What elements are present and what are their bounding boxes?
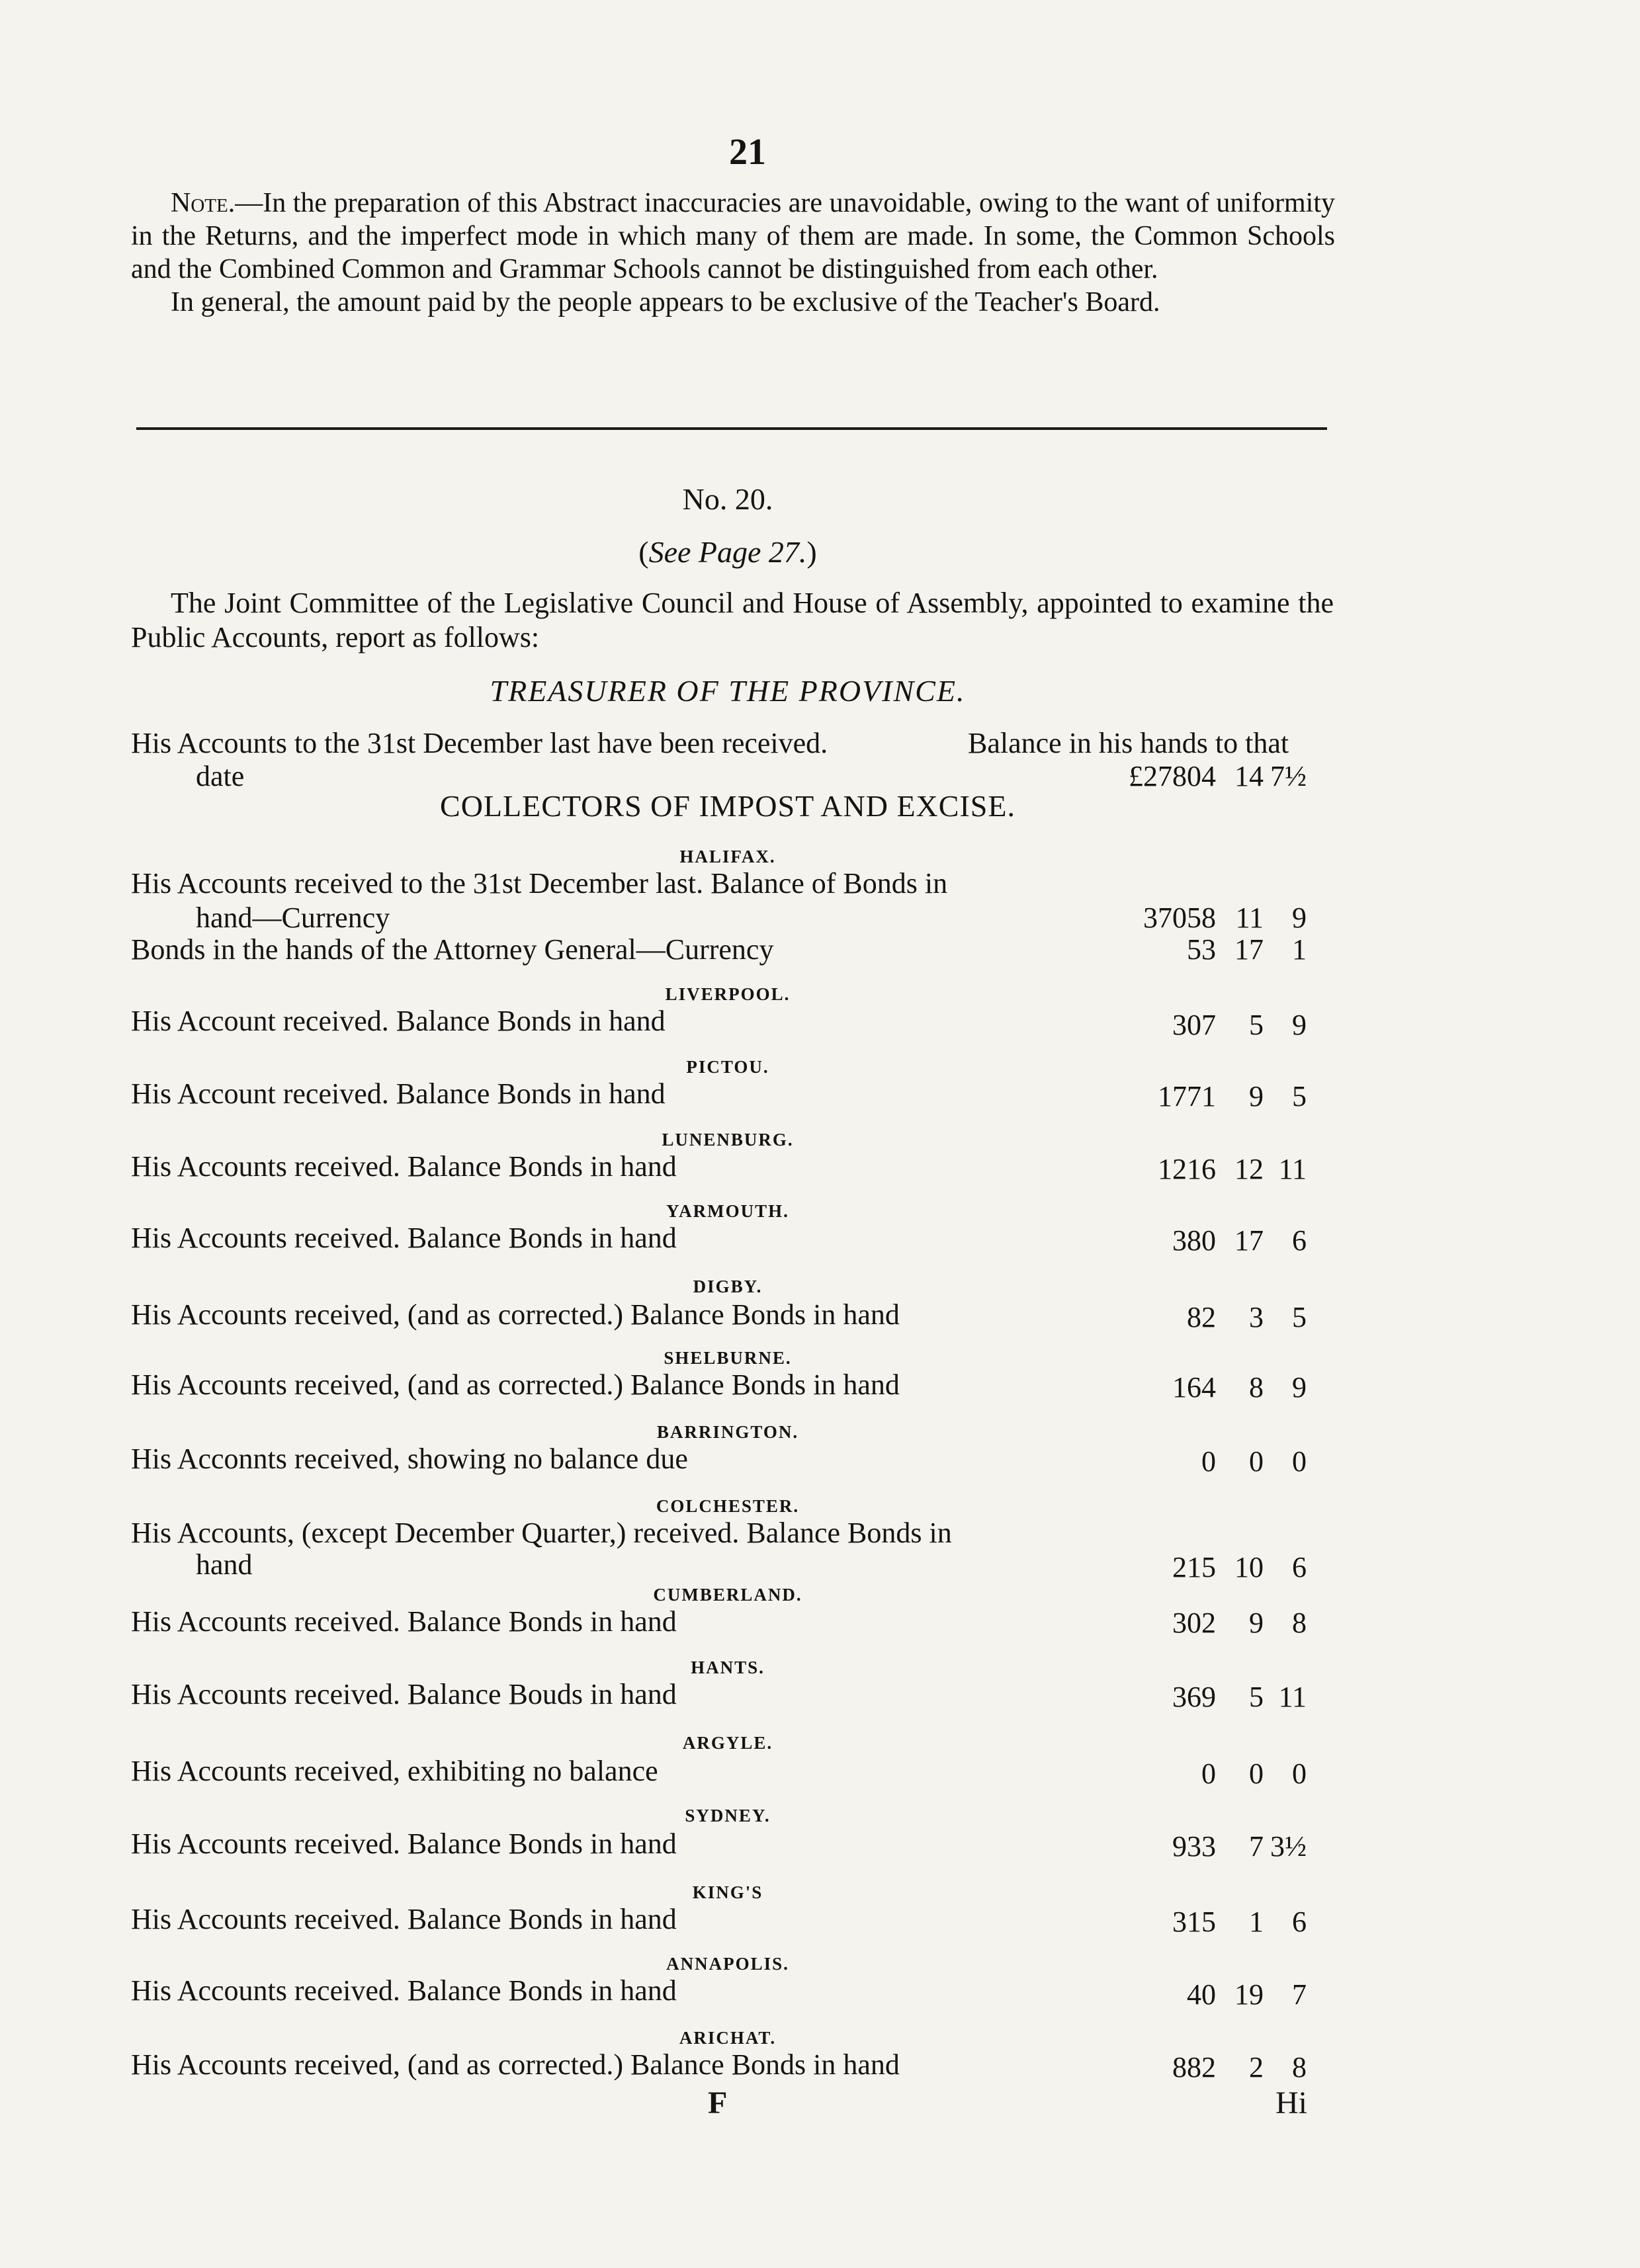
entry-1-line1: Bonds in the hands of the Attorney General—Currency (131, 933, 774, 966)
entry-5-place: YARMOUTH. (666, 1201, 789, 1221)
intro-text: The Joint Committee of the Legislative Council and House of Assembly, appointed to examine the Public Accounts, report as follows: (131, 587, 1334, 653)
page-number: 21 (729, 132, 766, 173)
treasurer-heading: TREASURER OF THE PROVINCE. (490, 674, 966, 708)
entry-8-place: BARRINGTON. (656, 1422, 799, 1442)
entry-4-place: LUNENBURG. (662, 1130, 794, 1150)
entry-14-shillings: 1 (1249, 1906, 1264, 1938)
entry-8-line1: His Acconnts received, showing no balance due (131, 1443, 688, 1475)
entry-10-shillings: 9 (1249, 1607, 1264, 1639)
entry-15-place: ANNAPOLIS. (666, 1954, 789, 1974)
entry-0-pence: 9 (1292, 902, 1307, 934)
entry-0-pounds: 37058 (1143, 902, 1216, 934)
note-text-2: In general, the amount paid by the people appears to be exclusive of the Teacher's Board. (171, 287, 1160, 317)
entry-3-shillings: 9 (1249, 1080, 1264, 1113)
entry-16-line1: His Accounts received, (and as corrected.) Balance Bonds in hand (131, 2048, 900, 2081)
treasurer-line-1b: Balance in his hands to that (968, 727, 1289, 759)
see-page-reference: (See Page 27.) (638, 535, 817, 569)
entry-14-line1: His Accounts received. Balance Bonds in hand (131, 1903, 677, 1935)
entry-5-pounds: 380 (1172, 1224, 1216, 1257)
entry-12-place: ARGYLE. (682, 1733, 773, 1753)
entry-13-pounds: 933 (1172, 1830, 1216, 1863)
collectors-heading: COLLECTORS OF IMPOST AND EXCISE. (440, 789, 1015, 823)
entry-10-line1: His Accounts received. Balance Bonds in hand (131, 1605, 677, 1638)
entry-6-place: DIGBY. (693, 1277, 763, 1296)
entry-6-shillings: 3 (1249, 1301, 1264, 1333)
entry-13-line1: His Accounts received. Balance Bonds in hand (131, 1827, 677, 1860)
entry-11-pounds: 369 (1172, 1681, 1216, 1713)
entry-5-shillings: 17 (1234, 1224, 1264, 1257)
entry-16-place: ARICHAT. (679, 2028, 777, 2048)
entry-12-pounds: 0 (1201, 1757, 1216, 1790)
treasurer-pounds: £27804 (1129, 760, 1216, 792)
entry-15-pence: 7 (1292, 1978, 1307, 2011)
entry-12-pence: 0 (1292, 1757, 1307, 1790)
entry-14-pence: 6 (1292, 1906, 1307, 1938)
entry-11-shillings: 5 (1249, 1681, 1264, 1713)
entry-4-pence: 11 (1278, 1153, 1307, 1185)
entry-9-line2: hand (196, 1548, 253, 1581)
entry-10-pence: 8 (1292, 1607, 1307, 1639)
entry-12-shillings: 0 (1249, 1757, 1264, 1790)
entry-1-shillings: 17 (1234, 933, 1264, 966)
entry-3-line1: His Account received. Balance Bonds in hand (131, 1077, 666, 1110)
entry-7-place: SHELBURNE. (664, 1348, 792, 1368)
entry-12-line1: His Accounts received, exhibiting no balance (131, 1755, 658, 1787)
entry-1-pence: 1 (1292, 933, 1307, 966)
note-block (131, 187, 1335, 319)
entry-5-line1: His Accounts received. Balance Bonds in hand (131, 1222, 677, 1254)
entry-2-place: LIVERPOOL. (665, 984, 791, 1004)
entry-16-shillings: 2 (1249, 2051, 1264, 2083)
entry-11-pence: 11 (1278, 1681, 1307, 1713)
entry-8-pence: 0 (1292, 1445, 1307, 1478)
entry-9-line1: His Accounts, (except December Quarter,) received. Balance Bonds in (131, 1517, 952, 1549)
entry-6-pence: 5 (1292, 1301, 1307, 1333)
entry-5-pence: 6 (1292, 1224, 1307, 1257)
entry-13-shillings: 7 (1249, 1830, 1264, 1863)
signature-mark: F (708, 2085, 728, 2121)
treasurer-pence: 7½ (1270, 760, 1307, 792)
see-page-text: See Page 27. (648, 535, 807, 569)
entry-15-line1: His Accounts received. Balance Bonds in hand (131, 1974, 677, 2007)
entry-7-pence: 9 (1292, 1371, 1307, 1404)
entry-14-place: KING'S (692, 1882, 763, 1902)
document-number: No. 20. (682, 482, 773, 516)
entry-3-place: PICTOU. (686, 1057, 769, 1077)
entry-1-pounds: 53 (1187, 933, 1216, 966)
entry-0-shillings: 11 (1235, 902, 1264, 934)
entry-4-line1: His Accounts received. Balance Bonds in hand (131, 1150, 677, 1183)
entry-7-shillings: 8 (1249, 1371, 1264, 1404)
entry-9-pounds: 215 (1172, 1551, 1216, 1583)
entry-4-shillings: 12 (1234, 1153, 1264, 1185)
entry-7-pounds: 164 (1172, 1371, 1216, 1404)
entry-10-place: CUMBERLAND. (653, 1585, 802, 1605)
entry-13-place: SYDNEY. (685, 1806, 771, 1826)
catchword: Hi (1275, 2085, 1307, 2121)
entry-8-pounds: 0 (1201, 1445, 1216, 1478)
entry-4-pounds: 1216 (1158, 1153, 1216, 1185)
note-text-1: —In the preparation of this Abstract inaccuracies are unavoidable, owing to the want of uniformity in the Returns, and the imperfect mode in which many of them are made. In some, the Common Schools and the Combined Common and Grammar Schools cannot be distinguished from each other. (131, 188, 1335, 284)
entry-8-shillings: 0 (1249, 1445, 1264, 1478)
entry-6-pounds: 82 (1187, 1301, 1216, 1333)
entry-0-place: HALIFAX. (679, 847, 776, 866)
entry-2-pence: 9 (1292, 1009, 1307, 1041)
treasurer-shillings: 14 (1234, 760, 1264, 792)
entry-0-line2: hand—Currency (196, 902, 390, 934)
entry-11-line1: His Accounts received. Balance Bouds in hand (131, 1678, 677, 1710)
treasurer-line-1: His Accounts to the 31st December last have been received. (131, 727, 828, 759)
entry-15-pounds: 40 (1187, 1978, 1216, 2011)
entry-9-place: COLCHESTER. (656, 1496, 800, 1516)
entry-2-shillings: 5 (1249, 1009, 1264, 1041)
entry-3-pounds: 1771 (1158, 1080, 1216, 1113)
entry-0-line1: His Accounts received to the 31st December last. Balance of Bonds in (131, 867, 948, 900)
entry-2-line1: His Account received. Balance Bonds in hand (131, 1005, 666, 1037)
entry-15-shillings: 19 (1234, 1978, 1264, 2011)
entry-3-pence: 5 (1292, 1080, 1307, 1113)
entry-9-shillings: 10 (1234, 1551, 1264, 1583)
divider-rule (136, 427, 1327, 430)
entry-13-pence: 3½ (1270, 1830, 1307, 1863)
intro-paragraph (131, 586, 1334, 655)
treasurer-line-2: date (196, 760, 245, 792)
entry-16-pence: 8 (1292, 2051, 1307, 2083)
entry-10-pounds: 302 (1172, 1607, 1216, 1639)
entry-2-pounds: 307 (1172, 1009, 1216, 1041)
entry-6-line1: His Accounts received, (and as corrected.) Balance Bonds in hand (131, 1298, 900, 1331)
note-label: Note. (171, 188, 236, 218)
entry-9-pence: 6 (1292, 1551, 1307, 1583)
entry-11-place: HANTS. (691, 1658, 765, 1677)
entry-7-line1: His Accounts received, (and as corrected.) Balance Bonds in hand (131, 1368, 900, 1401)
entry-16-pounds: 882 (1172, 2051, 1216, 2083)
entry-14-pounds: 315 (1172, 1906, 1216, 1938)
